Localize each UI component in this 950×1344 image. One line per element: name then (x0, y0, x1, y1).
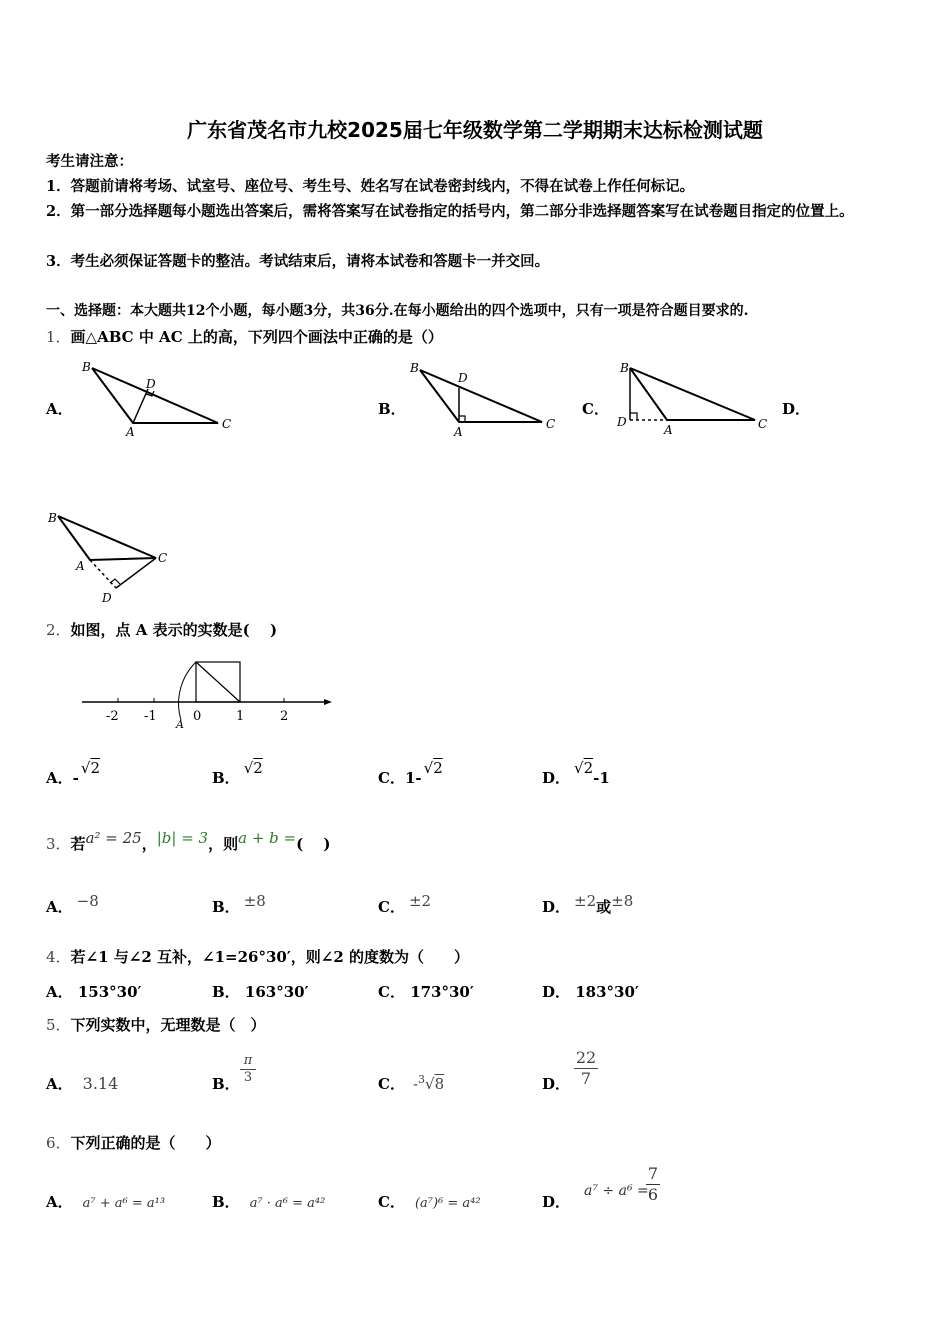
notice-heading: 考生请注意： (46, 153, 133, 170)
q3-option-b: B． ±8 (212, 892, 266, 916)
notice-item: 3．考生必须保证答题卡的整洁。考试结束后，请将本试卷和答题卡一并交回。 (46, 253, 550, 270)
label-c: C (222, 417, 232, 431)
q1-figure-c (612, 358, 777, 438)
q2-option-b: B．√2 (212, 759, 263, 787)
label-b: B (48, 511, 57, 525)
tick-label: 0 (193, 709, 202, 724)
q2-number-line (78, 654, 338, 734)
q2-option-a: A．-√2 (46, 759, 100, 787)
q3-option-a: A． −8 (46, 892, 99, 916)
q6-option-a: A． a⁷ + a⁶ = a¹³ (46, 1193, 166, 1211)
q5-option-c: C． -$^3$√8 (378, 1073, 445, 1093)
question-4: 4．若∠1 与∠2 互补，∠1=26°30′，则∠2 的度数为（ ） (46, 948, 470, 966)
q5-option-b: B． (212, 1075, 240, 1093)
tick-label: -2 (106, 709, 119, 724)
q5-option-d: D． (542, 1075, 571, 1093)
label-d: D (102, 591, 112, 605)
q1-option-a-label: A． (46, 400, 73, 418)
q6-option-b: B． a⁷ · a⁶ = a⁴² (212, 1193, 326, 1211)
q4-option-a: A． 153°30′ (46, 983, 142, 1001)
tick-label: 1 (236, 709, 245, 724)
q2-option-c: C．1-√2 (378, 759, 443, 787)
q1-option-d-label: D． (782, 400, 811, 418)
label-a: A (664, 423, 673, 437)
q5-option-d-fraction: 22 7 (575, 1048, 597, 1088)
q3-option-d: D． ±2或±8 (542, 892, 634, 916)
question-1: 1．画△ABC 中 AC 上的高，下列四个画法中正确的是（） (46, 328, 443, 346)
section-heading: 一、选择题：本大题共12个小题，每小题3分，共36分.在每小题给出的四个选项中，只有一项是符合题目要求的. (46, 303, 749, 319)
label-b: B (82, 360, 91, 374)
q5-option-a: A． 3.14 (46, 1074, 119, 1093)
label-d: D (146, 377, 156, 391)
q4-option-b: B． 163°30′ (212, 983, 309, 1001)
notice-item: 2．第一部分选择题每小题选出答案后，需将答案写在试卷指定的括号内，第二部分非选择题答案写在试卷题目指定的位置上。 (46, 203, 854, 220)
notice-item: 1．答题前请将考场、试室号、座位号、考生号、姓名写在试卷密封线内，不得在试卷上作任何标记。 (46, 178, 695, 195)
question-6: 6．下列正确的是（ ） (46, 1134, 221, 1152)
q5-option-b-fraction: π 3 (240, 1053, 256, 1086)
tick-label: 2 (280, 709, 289, 724)
label-a: A (76, 559, 85, 573)
label-a: A (126, 425, 135, 438)
label-d: D (458, 371, 468, 385)
q2-option-d: D．√2-1 (542, 759, 610, 787)
label-c: C (158, 551, 168, 565)
q6-option-d-fraction: 7 6 (647, 1164, 659, 1204)
q1-figure-a (78, 358, 238, 438)
label-c: C (758, 417, 768, 431)
question-5: 5．下列实数中，无理数是（ ） (46, 1016, 266, 1034)
q1-option-b-label: B． (378, 400, 406, 418)
point-a-label: A (176, 718, 184, 731)
page-title: 广东省茂名市九校2025届七年级数学第二学期期末达标检测试题 (187, 118, 763, 142)
tick-label: -1 (144, 709, 157, 724)
q6-option-c: C． (a⁷)⁶ = a⁴² (378, 1193, 481, 1211)
q4-option-c: C． 173°30′ (378, 983, 474, 1001)
label-d: D (617, 415, 627, 429)
q1-option-c-label: C． (582, 400, 609, 418)
q1-figure-b (404, 358, 564, 438)
q1-figure-d (44, 506, 174, 606)
q3-option-c: C． ±2 (378, 892, 432, 916)
label-a: A (454, 425, 463, 438)
q6-option-d: D．a⁷ ÷ a⁶ = (542, 1183, 649, 1211)
label-c: C (546, 417, 556, 431)
label-b: B (620, 361, 629, 375)
question-3: 3．若a² = 25，|b| = 3，则a + b =( ) (46, 829, 331, 853)
label-b: B (410, 361, 419, 375)
q4-option-d: D． 183°30′ (542, 983, 639, 1001)
question-2: 2．如图，点 A 表示的实数是( ) (46, 621, 278, 639)
